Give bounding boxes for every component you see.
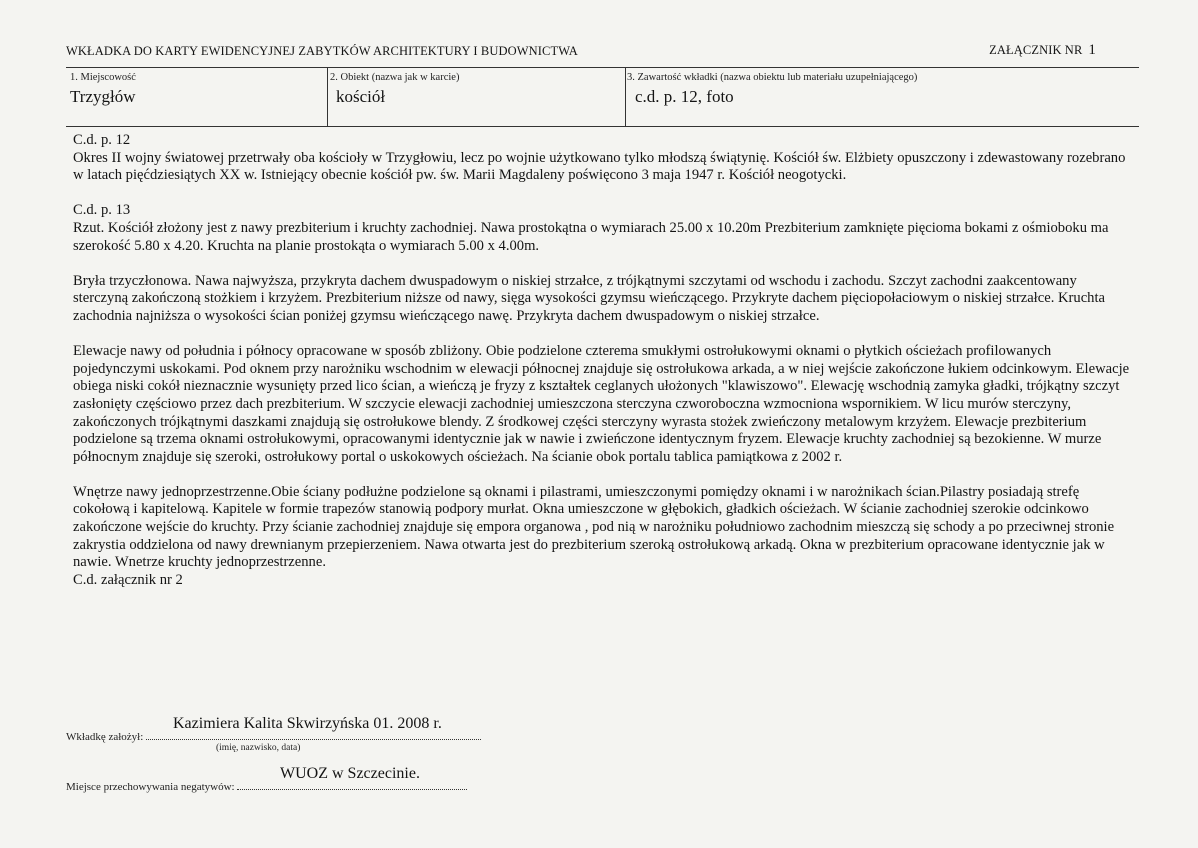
section-elevations: Elewacje nawy od południa i północy opracowane w sposób zbliżony. Obie podzielone czterema smukłymi ostrołukowymi oknami o płytkich ościeżach profilowanych pojedynczymi uskokami. Pod oknem przy narożniku wschodnim w elewacji północnej znajduje się ostrołukowa arkada, a w niej wejście zakończone łukiem odcinkowym. Elewacje obiega niski cokół nieznacznie wysunięty przed lico ścian, a wieńczą je fryzy z kształtek ceglanych ułożonych "klawiszowo". Elewację wschodnią zamyka gładki, trójkątny szczyt zasłonięty częściowo przez dach prezbiterium. W szczycie elewacji zachodniej umieszczona sterczyna czworoboczna wzmocniona wspornikiem. W licu murów sterczyny, zakończonych trójkątnymi daszkami znajdują się ostrołukowe blendy. Z środkowej części sterczyny wyrasta stożek zwieńczony metalowym krzyżem. Elewacje prezbiterium podzielone są trzema oknami ostrołukowymi, opracowanymi identycznie jak w nawie i zwieńczone identycznym fryzem. Elewacje kruchty zachodniej są bezokienne. W murze północnym znajduje się szeroki, ostrołukowy portal o uskokowych ościeżach. Na ścianie obok portalu tablica pamiątkowa z 2002 r. xyxy=(73,343,1130,465)
prepared-by-row xyxy=(66,715,481,753)
header-top-rule xyxy=(66,67,1139,68)
locality-value: Trzygłów xyxy=(70,87,136,106)
section-history-text: Okres II wojny światowej przetrwały oba kościoły w Trzygłowiu, lecz po wojnie użytkowano tylko młodszą świątynię. Kościół św. Elżbiety opuszczony i zdewastowany rozebrano w latach pięćdziesiątych XX w. Istniejący obecnie kościół pw. św. Marii Magdaleny poświęcono 3 maja 1947 r. Kościół neogotycki. xyxy=(73,149,1126,184)
prepared-by-hint: (imię, nazwisko, data) xyxy=(216,743,301,753)
section-plan xyxy=(73,202,1133,255)
section-history xyxy=(73,132,1133,185)
section-massing: Bryła trzyczłonowa. Nawa najwyższa, przykryta dachem dwuspadowym o niskiej strzałce, z trójkątnymi szczytami od wschodu i zachodu. Szczyt zachodni zaakcentowany sterczyną zakończoną stożkiem i krzyżem. Prezbiterium niższe od nawy, sięga wysokości gzymsu wieńczącego. Przykryte dachem pięciopołaciowym o niskiej strzałce. Kruchta zachodnia najniższa o wysokości ścian poniżej gzymsu wieńczącego nawę. Przykryta dachem dwuspadowym o niskiej strzałce. xyxy=(73,272,1105,324)
document-body xyxy=(73,132,1133,589)
attachment-number: 1 xyxy=(1088,42,1096,58)
section-interior: Wnętrze nawy jednoprzestrzenne.Obie ściany podłużne podzielone są oknami i pilastrami, umieszczonymi pomiędzy oknami i w narożnikach ścian.Pilastry posiadają strefę cokołową i kapitelową. Kapitele w formie trapezów stanowią podpory murłat. Okna umieszczone w głębokich, gładkich ościeżach. W ścianie zachodniej szerokie odcinkowo zakończone wejście do kruchty. Przy ścianie zachodniej znajduje się empora organowa , pod nią w narożniku południowo zachodnim mieszczą się schody a po przeciwnej stronie zakrystia oddzielona od nawy drewnianym przepierzeniem. Nawa otwarta jest do prezbiterium szeroką ostrołukową arkadą. Okna w prezbiterium opracowane identycznie jak w nawie. Wnetrze kruchty jednoprzestrzenne. xyxy=(73,483,1115,571)
header-bottom-rule xyxy=(66,126,1139,127)
negatives-storage-row xyxy=(66,765,467,793)
contents-value: c.d. p. 12, foto xyxy=(635,87,734,106)
attachment-number-block xyxy=(989,42,1096,59)
object-value: kościół xyxy=(336,87,386,106)
contents-label: 3. Zawartość wkładki (nazwa obiektu lub materiału uzupełniającego) xyxy=(627,72,918,83)
section-plan-title: C.d. p. 13 xyxy=(73,202,131,219)
locality-label: 1. Miejscowość xyxy=(70,72,136,83)
document-title: WKŁADKA DO KARTY EWIDENCYJNEJ ZABYTKÓW ARCHITEKTURY I BUDOWNICTWA xyxy=(66,44,578,58)
field-divider-2 xyxy=(625,68,626,126)
prepared-by-value: Kazimiera Kalita Skwirzyńska 01. 2008 r. xyxy=(173,715,442,732)
prepared-by-label: Wkładkę założył: xyxy=(66,731,144,743)
object-label: 2. Obiekt (nazwa jak w karcie) xyxy=(330,72,460,83)
document-header xyxy=(66,44,1096,59)
field-locality xyxy=(70,72,320,107)
section-plan-text: Rzut. Kościół złożony jest z nawy prezbiterium i kruchty zachodniej. Nawa prostokątna o wymiarach 25.00 x 10.20m Prezbiterium zamknięte pięcioma bokami z ośmioboku ma szerokość 5.80 x 4.20. Kruchta na planie prostokąta o wymiarach 5.00 x 4.00m. xyxy=(73,219,1109,254)
continuation-note: C.d. załącznik nr 2 xyxy=(73,571,183,588)
negatives-storage-label: Miejsce przechowywania negatywów: xyxy=(66,781,235,793)
field-contents xyxy=(627,72,1132,107)
field-object xyxy=(330,72,620,107)
field-divider-1 xyxy=(327,68,328,126)
negatives-storage-value: WUOZ w Szczecinie. xyxy=(280,765,420,782)
section-history-title: C.d. p. 12 xyxy=(73,132,131,148)
attachment-label: ZAŁĄCZNIK NR xyxy=(989,43,1083,57)
